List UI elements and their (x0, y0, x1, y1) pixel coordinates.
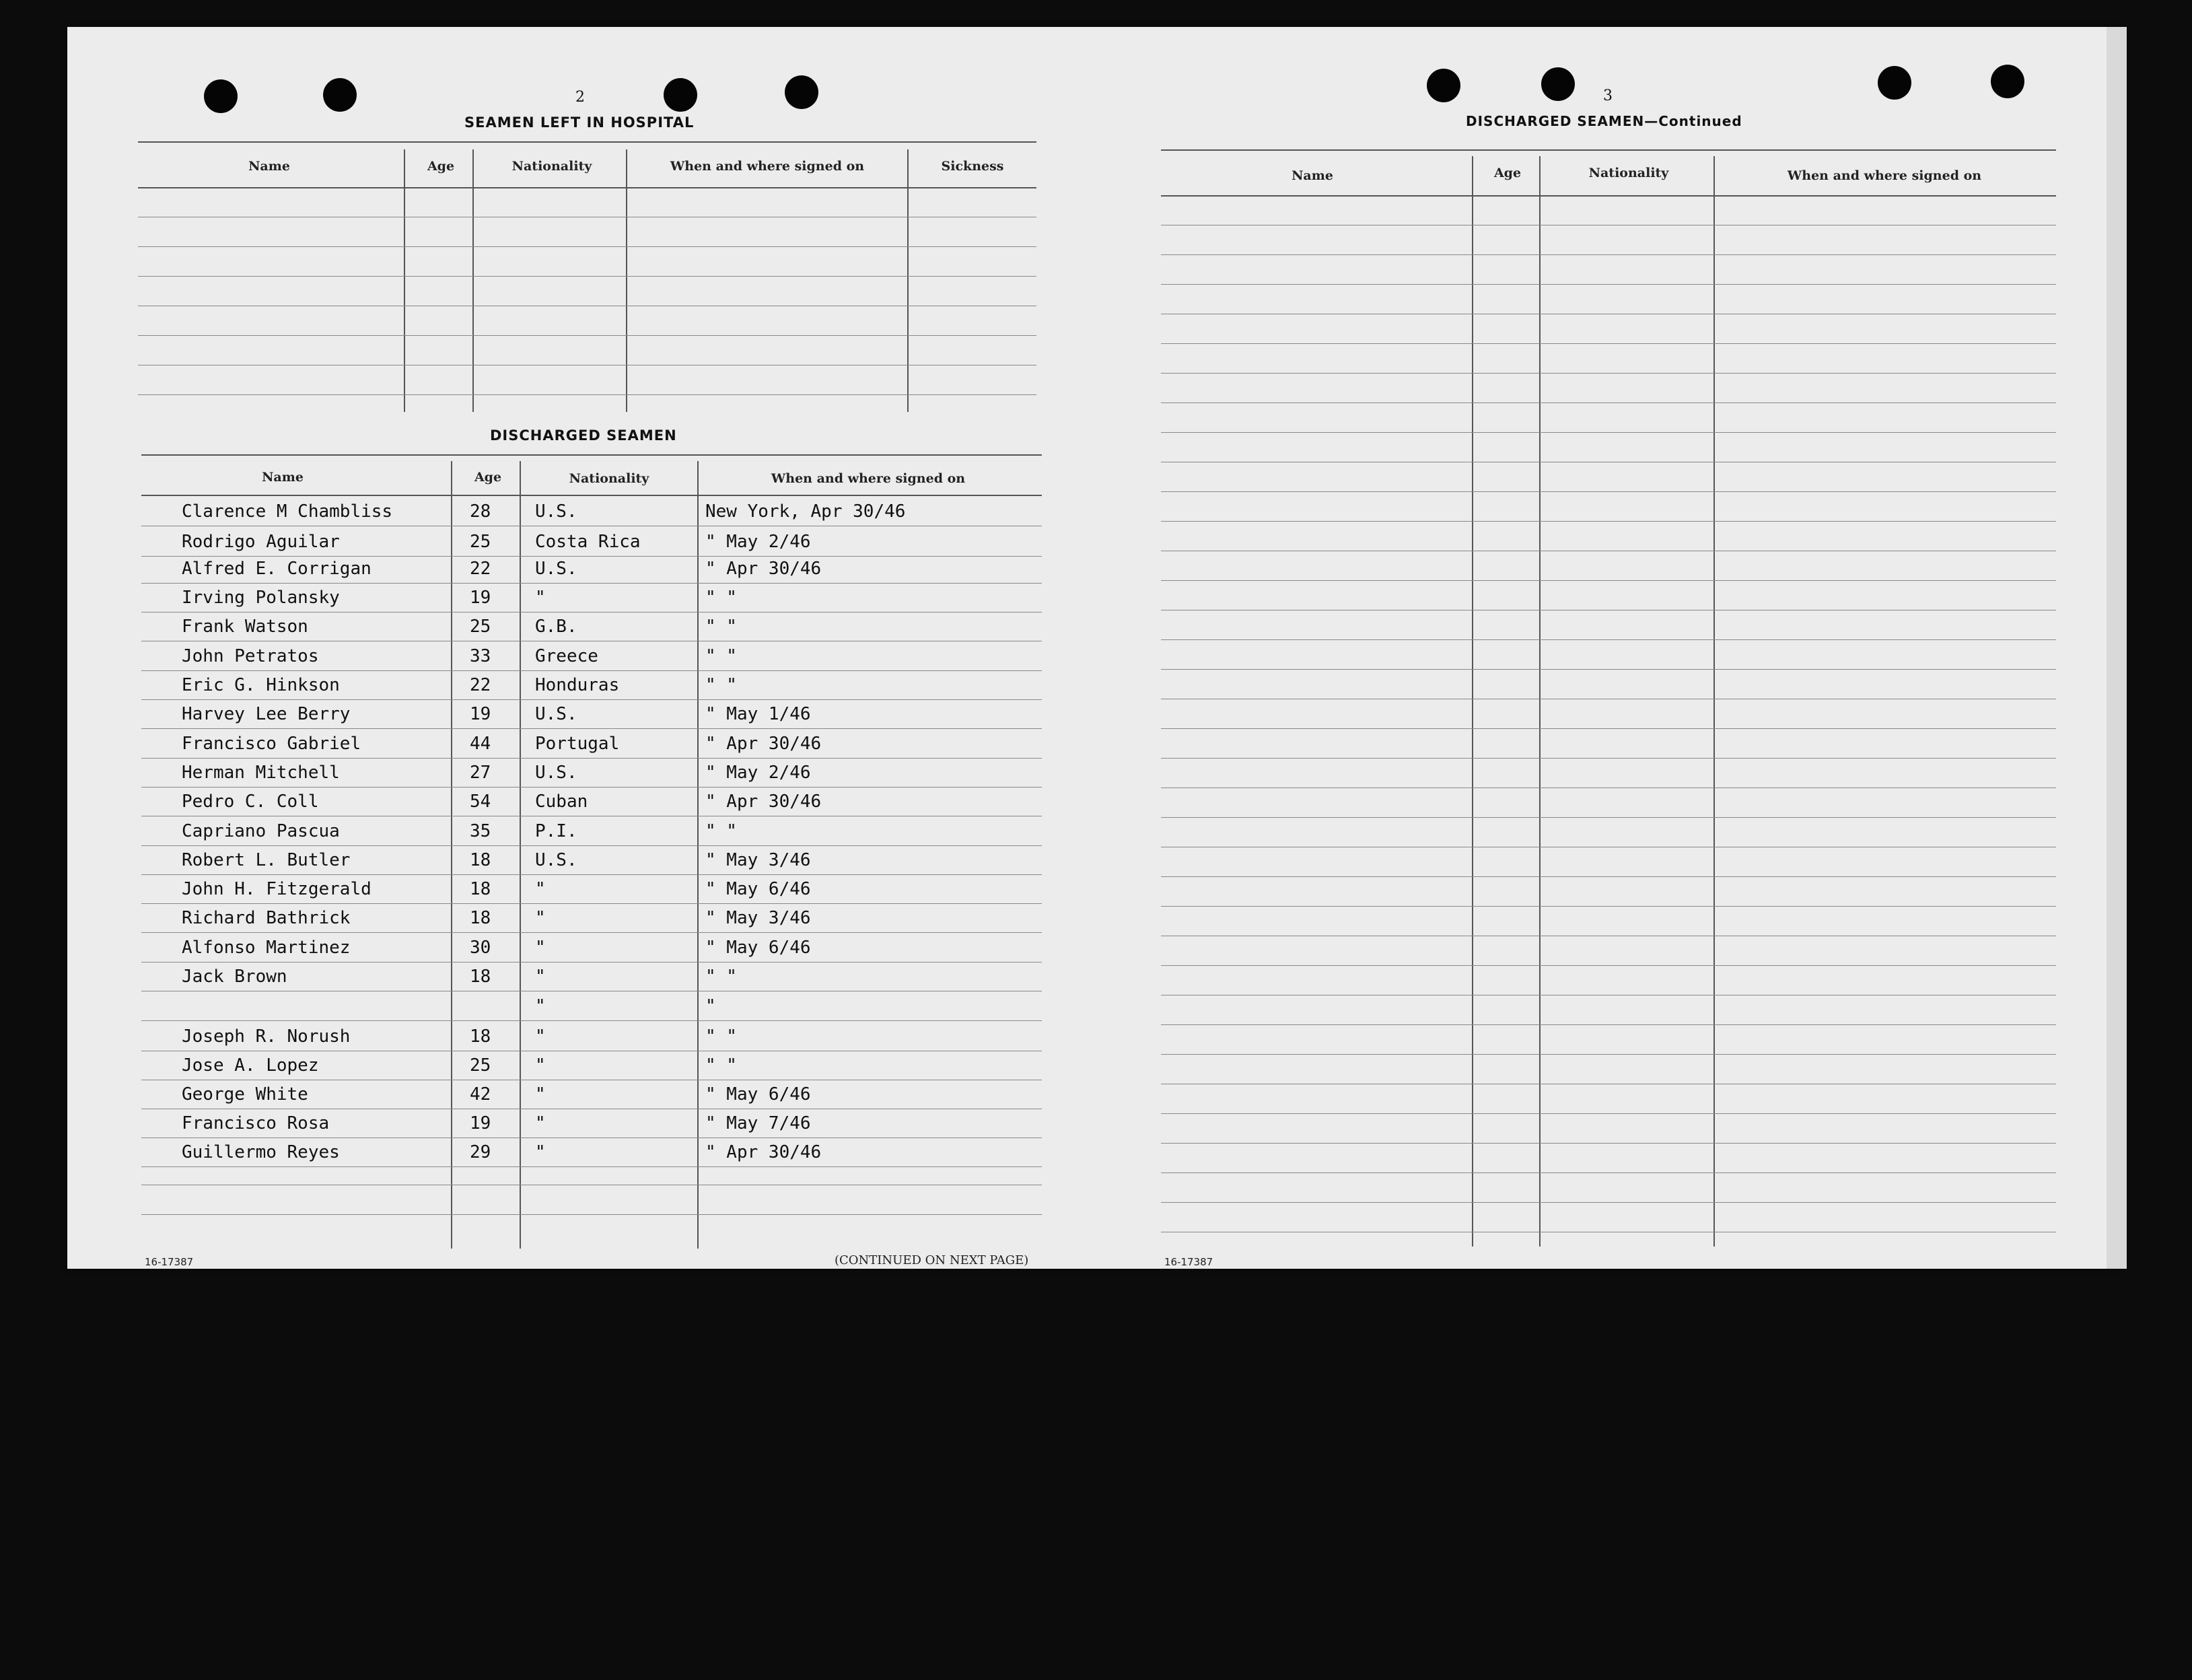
seaman-signed-on: " May 1/46 (705, 704, 811, 724)
seaman-nationality: " (535, 967, 546, 987)
row-rule (1161, 728, 2056, 729)
seaman-nationality: " (535, 879, 546, 899)
seaman-nationality: U.S. (535, 501, 577, 522)
seaman-nationality: Costa Rica (535, 532, 641, 552)
seaman-nationality: G.B. (535, 617, 577, 637)
seaman-age: 29 (470, 1142, 491, 1162)
seaman-age: 18 (470, 967, 491, 987)
row-rule (141, 787, 1042, 788)
seaman-age: 28 (470, 501, 491, 522)
seaman-name: John Petratos (182, 646, 319, 666)
col-header-nationality: Nationality (511, 159, 592, 174)
seaman-nationality: Cuban (535, 792, 588, 812)
row-rule (141, 556, 1042, 557)
hospital-section-title: SEAMEN LEFT IN HOSPITAL (464, 114, 695, 131)
seaman-signed-on: " May 6/46 (705, 879, 811, 899)
seaman-age: 19 (470, 588, 491, 608)
page-number: 2 (575, 89, 585, 106)
seaman-nationality: U.S. (535, 704, 577, 724)
row-rule (141, 699, 1042, 700)
col-header-name: Name (1292, 168, 1333, 183)
seaman-age: 30 (470, 938, 491, 958)
seaman-signed-on: " (705, 996, 716, 1016)
row-rule (141, 932, 1042, 933)
form-number: 16-17387 (145, 1256, 194, 1268)
seaman-signed-on: " May 3/46 (705, 908, 811, 928)
page-number: 3 (1603, 88, 1613, 104)
col-header-signed-on: When and where signed on (771, 471, 966, 486)
row-rule (1161, 284, 2056, 285)
col-header-signed-on: When and where signed on (1787, 168, 1982, 183)
row-rule (141, 1020, 1042, 1021)
seaman-name: Frank Watson (182, 617, 308, 637)
row-rule (1161, 965, 2056, 966)
row-rule (141, 903, 1042, 904)
seaman-age: 27 (470, 763, 491, 783)
col-header-nationality: Nationality (569, 471, 649, 486)
row-rule (1161, 1024, 2056, 1025)
seaman-age: 22 (470, 559, 491, 579)
seaman-age: 44 (470, 734, 491, 754)
seaman-name: Pedro C. Coll (182, 792, 319, 812)
seaman-signed-on: " May 2/46 (705, 763, 811, 783)
seaman-name: Robert L. Butler (182, 850, 351, 870)
seaman-signed-on: " May 7/46 (705, 1113, 811, 1133)
seaman-name: George White (182, 1084, 308, 1105)
row-rule (141, 758, 1042, 759)
col-header-age: Age (1493, 166, 1522, 180)
seaman-signed-on: " " (705, 617, 737, 637)
seaman-name: Jack Brown (182, 967, 287, 987)
seaman-name: Jose A. Lopez (182, 1055, 319, 1076)
seaman-name: Joseph R. Norush (182, 1026, 351, 1047)
seaman-signed-on: " Apr 30/46 (705, 792, 822, 812)
row-rule (1161, 254, 2056, 255)
seaman-signed-on: " Apr 30/46 (705, 734, 822, 754)
seaman-nationality: " (535, 1113, 546, 1133)
row-rule (1161, 343, 2056, 344)
seaman-name: John H. Fitzgerald (182, 879, 372, 899)
row-rule (1161, 1172, 2056, 1173)
seaman-age: 35 (470, 821, 491, 841)
seaman-nationality: " (535, 1026, 546, 1047)
left-page (67, 27, 1077, 1269)
row-rule (141, 874, 1042, 875)
seaman-age: 18 (470, 1026, 491, 1047)
seaman-nationality: U.S. (535, 850, 577, 870)
seaman-nationality: Portugal (535, 734, 620, 754)
seaman-name: Irving Polansky (182, 588, 340, 608)
col-header-age: Age (427, 159, 455, 174)
seaman-name: Alfonso Martinez (182, 938, 351, 958)
seaman-age: 19 (470, 704, 491, 724)
seaman-signed-on: New York, Apr 30/46 (705, 501, 906, 522)
seaman-age: 18 (470, 850, 491, 870)
row-rule (141, 1214, 1042, 1215)
seaman-age: 18 (470, 879, 491, 899)
seaman-age: 22 (470, 675, 491, 695)
seaman-nationality: P.I. (535, 821, 577, 841)
col-header-signed-on: When and where signed on (670, 159, 865, 174)
seaman-nationality: " (535, 908, 546, 928)
row-rule (1161, 1202, 2056, 1203)
right-page (1090, 27, 2120, 1269)
sheet-edge (2107, 27, 2127, 1269)
row-rule (1161, 432, 2056, 433)
seaman-signed-on: " May 6/46 (705, 938, 811, 958)
seaman-name: Rodrigo Aguilar (182, 532, 340, 552)
form-number: 16-17387 (1164, 1256, 1213, 1268)
seaman-age: 25 (470, 617, 491, 637)
seaman-nationality: U.S. (535, 763, 577, 783)
col-header-name: Name (248, 159, 290, 174)
seaman-signed-on: " " (705, 1055, 737, 1076)
seaman-signed-on: " " (705, 588, 737, 608)
document-sheet (67, 27, 2120, 1269)
seaman-signed-on: " Apr 30/46 (705, 559, 822, 579)
row-rule (1161, 521, 2056, 522)
seaman-age: 19 (470, 1113, 491, 1133)
seaman-nationality: " (535, 1084, 546, 1105)
col-header-nationality: Nationality (1588, 166, 1669, 180)
row-rule (1161, 669, 2056, 670)
seaman-nationality: " (535, 1142, 546, 1162)
row-rule (141, 670, 1042, 671)
seaman-name: Harvey Lee Berry (182, 704, 351, 724)
row-rule (141, 583, 1042, 584)
row-rule (1161, 758, 2056, 759)
seaman-name: Alfred E. Corrigan (182, 559, 372, 579)
seaman-name: Francisco Rosa (182, 1113, 330, 1133)
seaman-nationality: U.S. (535, 559, 577, 579)
row-rule (1161, 906, 2056, 907)
col-header-age: Age (474, 470, 502, 485)
seaman-name: Francisco Gabriel (182, 734, 361, 754)
seaman-name: Guillermo Reyes (182, 1142, 340, 1162)
seaman-nationality: " (535, 938, 546, 958)
seaman-nationality: " (535, 1055, 546, 1076)
seaman-age: 42 (470, 1084, 491, 1105)
row-rule (1161, 1054, 2056, 1055)
seaman-nationality: Greece (535, 646, 598, 666)
row-rule (1161, 373, 2056, 374)
seaman-signed-on: " " (705, 967, 737, 987)
seaman-age: 25 (470, 532, 491, 552)
seaman-signed-on: " " (705, 675, 737, 695)
row-rule (141, 962, 1042, 963)
row-rule (1161, 580, 2056, 581)
seaman-signed-on: " " (705, 646, 737, 666)
seaman-name: Herman Mitchell (182, 763, 340, 783)
row-rule (141, 1166, 1042, 1167)
seaman-signed-on: " May 2/46 (705, 532, 811, 552)
seaman-nationality: " (535, 588, 546, 608)
seaman-age: 18 (470, 908, 491, 928)
col-header-sickness: Sickness (941, 159, 1004, 174)
seaman-signed-on: " Apr 30/46 (705, 1142, 822, 1162)
row-rule (1161, 1143, 2056, 1144)
row-rule (1161, 817, 2056, 818)
seaman-age: 25 (470, 1055, 491, 1076)
seaman-name: Clarence M Chambliss (182, 501, 393, 522)
continued-note: (CONTINUED ON NEXT PAGE) (835, 1253, 1029, 1267)
seaman-signed-on: " May 6/46 (705, 1084, 811, 1105)
seaman-signed-on: " " (705, 821, 737, 841)
seaman-signed-on: " " (705, 1026, 737, 1047)
seaman-age: 54 (470, 792, 491, 812)
seaman-name: Capriano Pascua (182, 821, 340, 841)
seaman-name: Eric G. Hinkson (182, 675, 340, 695)
row-rule (1161, 639, 2056, 640)
discharged-continued-title: DISCHARGED SEAMEN—Continued (1466, 113, 1742, 129)
row-rule (1161, 491, 2056, 492)
seaman-name: Richard Bathrick (182, 908, 351, 928)
col-header-name: Name (262, 470, 304, 485)
seaman-age: 33 (470, 646, 491, 666)
row-rule (1161, 1113, 2056, 1114)
row-rule (1161, 876, 2056, 877)
row-rule (141, 728, 1042, 729)
seaman-nationality: " (535, 996, 546, 1016)
discharged-section-title: DISCHARGED SEAMEN (490, 427, 677, 444)
row-rule (141, 845, 1042, 846)
seaman-signed-on: " May 3/46 (705, 850, 811, 870)
seaman-nationality: Honduras (535, 675, 620, 695)
